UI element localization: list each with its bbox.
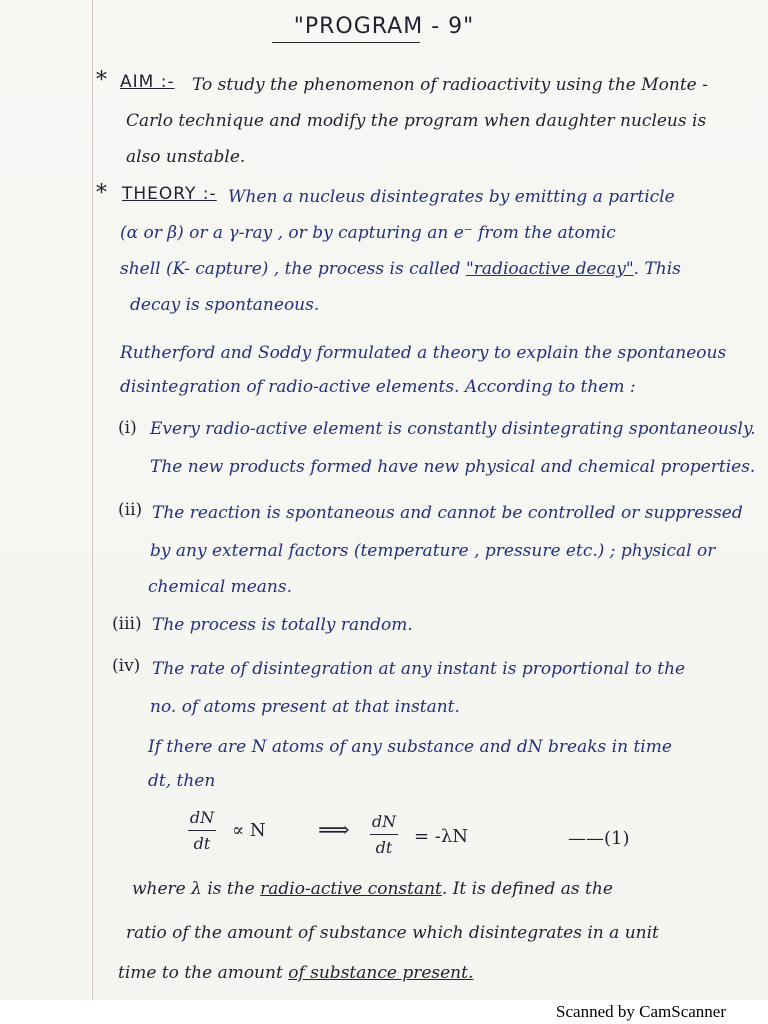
where-line-1	[132, 878, 613, 900]
point-iv-line-1: The rate of disintegration at any instant is proportional to the	[152, 659, 686, 679]
where-line-3-pre: time to the amount	[118, 963, 283, 983]
theory-line-3-post: . This	[633, 259, 681, 279]
point-ii-line-3: chemical means.	[148, 577, 292, 597]
fraction-1-numerator: dN	[189, 808, 215, 827]
point-iv-line-2: no. of atoms present at that instant.	[150, 697, 460, 717]
if-line-2: dt, then	[148, 771, 216, 791]
fraction-1-bar	[188, 830, 216, 831]
theory-line-1: When a nucleus disintegrates by emitting a particle	[228, 187, 675, 207]
if-line-1: If there are N atoms of any substance and dN breaks in time	[148, 737, 672, 757]
scanner-watermark: Scanned by CamScanner	[556, 1002, 726, 1021]
proportional-to-n: ∝ N	[232, 820, 266, 841]
theory-line-4: decay is spontaneous.	[130, 295, 320, 315]
fraction-2-numerator: dN	[371, 812, 397, 831]
scanner-footer	[0, 1000, 768, 1024]
where-line-1-pre: where λ is the	[132, 879, 255, 899]
fraction-2-denominator: dt	[375, 838, 393, 857]
point-iii-line-1: The process is totally random.	[152, 615, 413, 635]
theory-bullet: *	[96, 181, 107, 206]
point-iv-marker: (iv)	[112, 656, 141, 676]
aim-bullet: *	[96, 68, 107, 93]
point-iii-marker: (iii)	[112, 614, 142, 634]
equation-label: ——(1)	[568, 828, 630, 849]
fraction-2-bar	[370, 834, 398, 835]
point-i-line-1: Every radio-active element is constantly disintegrating spontaneously.	[150, 419, 756, 439]
where-line-3	[118, 962, 473, 984]
theory-line-3	[120, 258, 681, 280]
fraction-dn-dt-1	[188, 808, 216, 853]
para2-line-2: disintegration of radio-active elements. According to them :	[120, 377, 636, 397]
where-line-2: ratio of the amount of substance which disintegrates in a unit	[126, 923, 659, 943]
radioactive-decay-term: "radioactive decay"	[465, 259, 634, 279]
theory-line-2: (α or β) or a γ-ray , or by capturing an e⁻ from the atomic	[120, 223, 616, 243]
aim-heading: AIM :-	[120, 72, 175, 92]
theory-line-3-pre: shell (K- capture) , the process is called	[120, 259, 461, 279]
aim-line-3: also unstable.	[126, 147, 246, 167]
theory-heading: THEORY :-	[122, 184, 217, 204]
title-underline	[272, 42, 420, 43]
aim-line-1: To study the phenomenon of radioactivity using the Monte -	[192, 75, 708, 95]
point-i-marker: (i)	[118, 418, 137, 438]
aim-line-2: Carlo technique and modify the program when daughter nucleus is	[126, 111, 707, 131]
fraction-1-denominator: dt	[193, 834, 211, 853]
point-i-line-2: The new products formed have new physical and chemical properties.	[150, 457, 756, 477]
point-ii-marker: (ii)	[118, 500, 143, 520]
radio-active-constant-term: radio-active constant	[260, 879, 442, 899]
substance-present-term: of substance present.	[288, 963, 474, 983]
margin-line	[92, 0, 93, 1000]
para2-line-1: Rutherford and Soddy formulated a theory to explain the spontaneous	[120, 343, 727, 363]
where-line-1-post: . It is defined as the	[441, 879, 613, 899]
point-ii-line-1: The reaction is spontaneous and cannot be controlled or suppressed	[152, 503, 743, 523]
implies-arrow: ⟹	[318, 818, 350, 843]
equation-rhs: = -λN	[414, 826, 469, 847]
point-ii-line-2: by any external factors (temperature , pressure etc.) ; physical or	[150, 541, 716, 561]
page-title: "PROGRAM - 9"	[293, 14, 475, 39]
fraction-dn-dt-2	[370, 812, 398, 857]
